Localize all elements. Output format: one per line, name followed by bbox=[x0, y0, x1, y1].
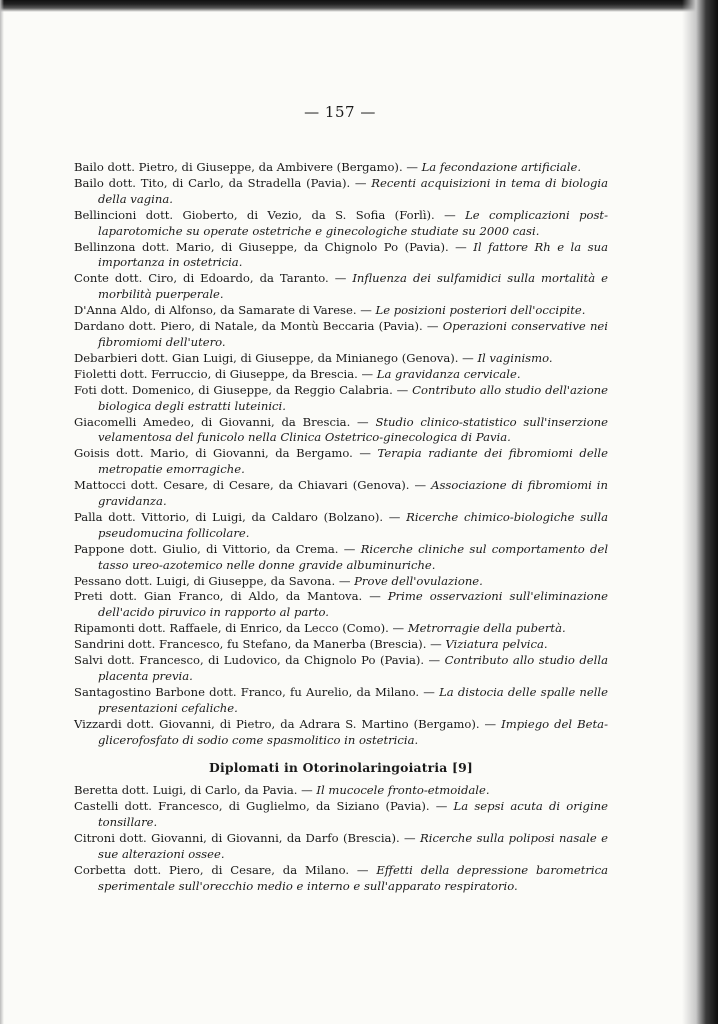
entry-author: Bellincioni dott. Gioberto, di Vezio, da S. Sofia (Forlì). — bbox=[74, 207, 456, 222]
entry-author: Giacomelli Amedeo, di Giovanni, da Brescia. — bbox=[74, 414, 369, 429]
entry-author: Beretta dott. Luigi, di Carlo, da Pavia. — bbox=[74, 783, 313, 798]
entry-author: Vizzardi dott. Giovanni, di Pietro, da Adrara S. Martino (Bergamo). — bbox=[74, 716, 497, 731]
scan-binding-shadow bbox=[682, 0, 718, 1024]
entry-title: Ricerche cliniche sul comportamento del tasso ureo-azotemico nelle donne gravide albuminuriche. bbox=[98, 541, 609, 572]
entry-author: Palla dott. Vittorio, di Luigi, da Caldaro (Bolzano). — bbox=[74, 509, 401, 524]
list-item bbox=[74, 303, 608, 319]
entry-title: Contributo allo studio della placenta previa. bbox=[98, 653, 608, 683]
entry-title: Il mucocele fronto-etmoidale. bbox=[316, 783, 490, 798]
list-item bbox=[74, 415, 608, 447]
entry-author: Bellinzona dott. Mario, di Giuseppe, da Chignolo Po (Pavia). — bbox=[74, 239, 467, 254]
scan-top-shadow bbox=[0, 0, 718, 12]
list-item bbox=[74, 783, 608, 799]
entry-author: Pessano dott. Luigi, di Giuseppe, da Savona. — bbox=[74, 573, 351, 588]
entry-author: Mattocci dott. Cesare, di Cesare, da Chiavari (Genova). — bbox=[74, 478, 427, 493]
entry-title: Viziatura pelvica. bbox=[445, 637, 548, 652]
entry-author: Preti dott. Gian Franco, di Aldo, da Mantova. — bbox=[74, 589, 381, 604]
entry-author: Bailo dott. Tito, di Carlo, da Stradella (Pavia). — bbox=[74, 175, 367, 190]
list-item bbox=[74, 589, 608, 621]
entry-author: Citroni dott. Giovanni, di Giovanni, da Darfo (Brescia). — bbox=[74, 831, 416, 846]
entry-title: Associazione di fibromiomi in gravidanza. bbox=[98, 478, 608, 509]
list-item bbox=[74, 831, 608, 863]
list-item bbox=[74, 510, 608, 542]
list-item bbox=[74, 351, 608, 367]
list-item bbox=[74, 685, 608, 717]
entry-title: La fecondazione artificiale. bbox=[421, 160, 582, 174]
entry-title: Effetti della depressione barometrica sperimentale sull'orecchio medio e interno e sull'apparato respiratorio. bbox=[98, 862, 609, 893]
entry-title: Il fattore Rh e la sua importanza in ostetricia. bbox=[98, 239, 609, 270]
list-item bbox=[74, 367, 608, 383]
list-item bbox=[74, 637, 608, 653]
section-heading: Diplomati in Otorinolaringoiatria [9] bbox=[209, 759, 473, 775]
list-item bbox=[74, 478, 608, 510]
list-item bbox=[74, 446, 608, 478]
entry-title: Le posizioni posteriori dell'occipite. bbox=[375, 303, 586, 318]
entry-title: La gravidanza cervicale. bbox=[376, 366, 521, 381]
list-item bbox=[74, 621, 608, 637]
list-item bbox=[74, 653, 608, 685]
entry-author: Sandrini dott. Francesco, fu Stefano, da Manerba (Brescia). — bbox=[74, 637, 442, 652]
entry-title: Prove dell'ovulazione. bbox=[354, 573, 483, 588]
entry-author: Conte dott. Ciro, di Edoardo, da Taranto. — bbox=[74, 271, 347, 286]
entry-author: Salvi dott. Francesco, di Ludovico, da Chignolo Po (Pavia). — bbox=[74, 653, 441, 668]
list-item bbox=[74, 542, 608, 574]
entry-title: La sepsi acuta di origine tonsillare. bbox=[98, 799, 608, 830]
entry-author: Goisis dott. Mario, di Giovanni, da Bergamo. — bbox=[74, 446, 371, 461]
entry-title: Metrorragie della pubertà. bbox=[407, 621, 566, 636]
list-item bbox=[74, 240, 608, 272]
scan-left-shadow bbox=[0, 0, 4, 1024]
entry-title: Influenza dei sulfamidici sulla mortalità e morbilità puerperale. bbox=[98, 271, 609, 302]
thesis-list-otorhinolaryngology bbox=[74, 783, 608, 894]
list-item bbox=[74, 319, 608, 351]
entry-author: Castelli dott. Francesco, di Guglielmo, da Siziano (Pavia). — bbox=[74, 799, 448, 814]
entry-author: Ripamonti dott. Raffaele, di Enrico, da Lecco (Como). — bbox=[74, 621, 405, 636]
entry-title: Recenti acquisizioni in tema di biologia della vagina. bbox=[98, 175, 609, 206]
entry-title: Il vaginismo. bbox=[477, 350, 553, 365]
entry-title: Le complicazioni post-laparotomiche su operate ostetriche e ginecologiche studiate su 2000 casi. bbox=[98, 207, 608, 238]
entry-author: Santagostino Barbone dott. Franco, fu Aurelio, da Milano. — bbox=[74, 684, 435, 699]
thesis-list-obstetrics bbox=[74, 160, 608, 749]
list-item bbox=[74, 717, 608, 749]
list-item bbox=[74, 271, 608, 303]
entry-title: Prime osservazioni sull'eliminazione dell'acido piruvico in rapporto al parto. bbox=[98, 589, 608, 620]
entry-author: Bailo dott. Pietro, di Giuseppe, da Ambivere (Bergamo). — bbox=[74, 160, 418, 174]
entry-author: Dardano dott. Piero, di Natale, da Montù Beccaria (Pavia). — bbox=[74, 319, 439, 334]
entry-title: Ricerche sulla poliposi nasale e sue alterazioni ossee. bbox=[98, 831, 608, 862]
entry-author: Corbetta dott. Piero, di Cesare, da Milano. — bbox=[74, 862, 369, 877]
list-item bbox=[74, 160, 608, 176]
entry-title: La distocia delle spalle nelle presentazioni cefaliche. bbox=[98, 684, 608, 715]
entry-author: Pappone dott. Giulio, di Vittorio, da Crema. — bbox=[74, 541, 356, 556]
entry-author: Fioletti dott. Ferruccio, di Giuseppe, da Brescia. — bbox=[74, 366, 374, 381]
page-number: — 157 — bbox=[304, 103, 376, 121]
entry-title: Studio clinico-statistico sull'inserzione velamentosa del funicolo nella Clinica Ostetrico-ginecologica di Pavia. bbox=[98, 414, 608, 445]
list-item bbox=[74, 574, 608, 590]
list-item bbox=[74, 383, 608, 415]
entry-author: D'Anna Aldo, di Alfonso, da Samarate di Varese. — bbox=[74, 303, 372, 318]
list-item bbox=[74, 208, 608, 240]
page-content bbox=[74, 160, 608, 895]
entry-title: Operazioni conservative nei fibromiomi dell'utero. bbox=[98, 319, 608, 349]
entry-author: Foti dott. Domenico, di Giuseppe, da Reggio Calabria. — bbox=[74, 382, 409, 397]
entry-author: Debarbieri dott. Gian Luigi, di Giuseppe, da Minianego (Genova). — bbox=[74, 350, 474, 365]
list-item bbox=[74, 176, 608, 208]
list-item bbox=[74, 799, 608, 831]
entry-title: Terapia radiante dei fibromiomi delle metropatie emorragiche. bbox=[98, 446, 608, 477]
list-item bbox=[74, 863, 608, 895]
entry-title: Contributo allo studio dell'azione biologica degli estratti luteinici. bbox=[98, 382, 608, 413]
entry-title: Impiego del Beta-glicerofosfato di sodio come spasmolitico in ostetricia. bbox=[98, 716, 609, 747]
entry-title: Ricerche chimico-biologiche sulla pseudomucina follicolare. bbox=[98, 509, 609, 540]
